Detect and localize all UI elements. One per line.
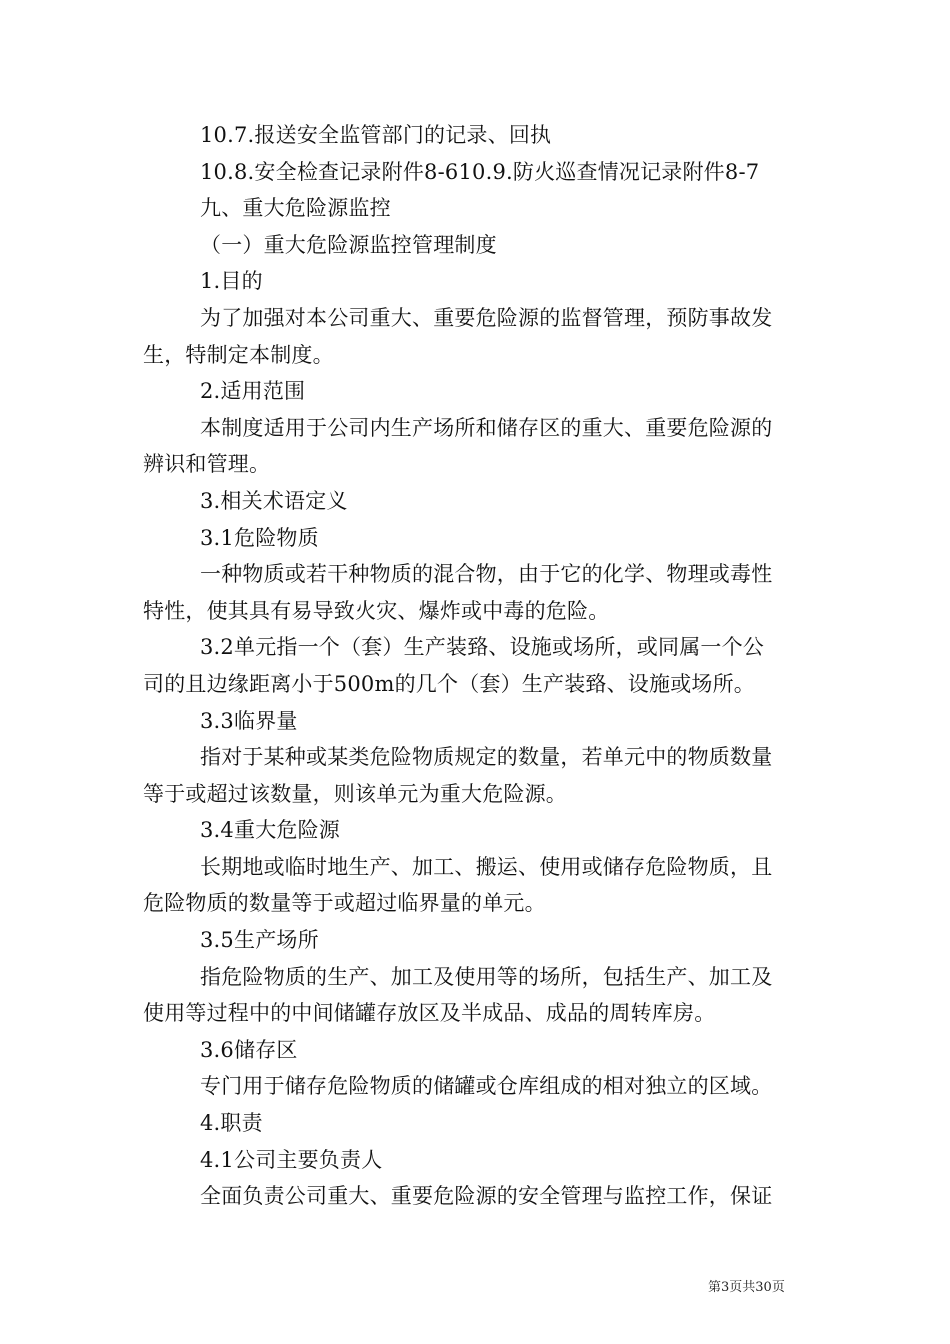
text-line: 4.职责 [200, 1111, 263, 1136]
text-line: 辨识和管理。 [143, 452, 271, 477]
document-body [143, 117, 809, 1215]
text-line: 10.7.报送安全监管部门的记录、回执 [200, 123, 552, 147]
text-line: 为了加强对本公司重大、重要危险源的监督管理，预防事故发 [200, 305, 773, 330]
text-line: 4.1公司主要负责人 [200, 1147, 383, 1172]
text-line: 指危险物质的生产、加工及使用等的场所，包括生产、加工及 [200, 964, 773, 989]
text-line: 危险物质的数量等于或超过临界量的单元。 [143, 891, 546, 916]
text-line: 专门用于储存危险物质的储罐或仓库组成的相对独立的区域。 [200, 1074, 773, 1099]
text-line: 司的且边缘距离小于500m的几个（套）生产装臵、设施或场所。 [143, 671, 755, 696]
text-line: 10.8.安全检查记录附件8-610.9.防火巡查情况记录附件8-7 [200, 159, 760, 184]
text-line: 九、重大危险源监控 [200, 196, 391, 221]
text-line: 等于或超过该数量，则该单元为重大危险源。 [143, 781, 567, 806]
text-line: 特性，使其具有易导致火灾、爆炸或中毒的危险。 [143, 598, 610, 623]
text-line: 1.目的 [200, 269, 263, 294]
text-line: 本制度适用于公司内生产场所和储存区的重大、重要危险源的 [200, 415, 773, 440]
text-line: 全面负责公司重大、重要危险源的安全管理与监控工作，保证 [200, 1184, 773, 1209]
text-line: 生，特制定本制度。 [143, 342, 334, 367]
text-line: 指对于某种或某类危险物质规定的数量，若单元中的物质数量 [200, 745, 773, 770]
text-line: （一）重大危险源监控管理制度 [200, 232, 497, 257]
text-line: 长期地或临时地生产、加工、搬运、使用或储存危险物质，且 [200, 854, 773, 879]
text-line: 3.1危险物质 [200, 525, 319, 550]
text-line: 3.3临界量 [200, 708, 298, 733]
text-line: 使用等过程中的中间储罐存放区及半成品、成品的周转库房。 [143, 1001, 716, 1026]
page-number: 第3页共30页 [708, 1280, 785, 1295]
text-line: 3.4重大危险源 [200, 818, 340, 843]
text-line: 2.适用范围 [200, 379, 306, 404]
text-line: 一种物质或若干种物质的混合物，由于它的化学、物理或毒性 [200, 562, 773, 587]
text-line: 3.5生产场所 [200, 928, 319, 953]
text-line: 3.2单元指一个（套）生产装臵、设施或场所，或同属一个公 [200, 635, 764, 660]
text-line: 3.相关术语定义 [200, 488, 348, 513]
text-line: 3.6储存区 [200, 1037, 298, 1062]
